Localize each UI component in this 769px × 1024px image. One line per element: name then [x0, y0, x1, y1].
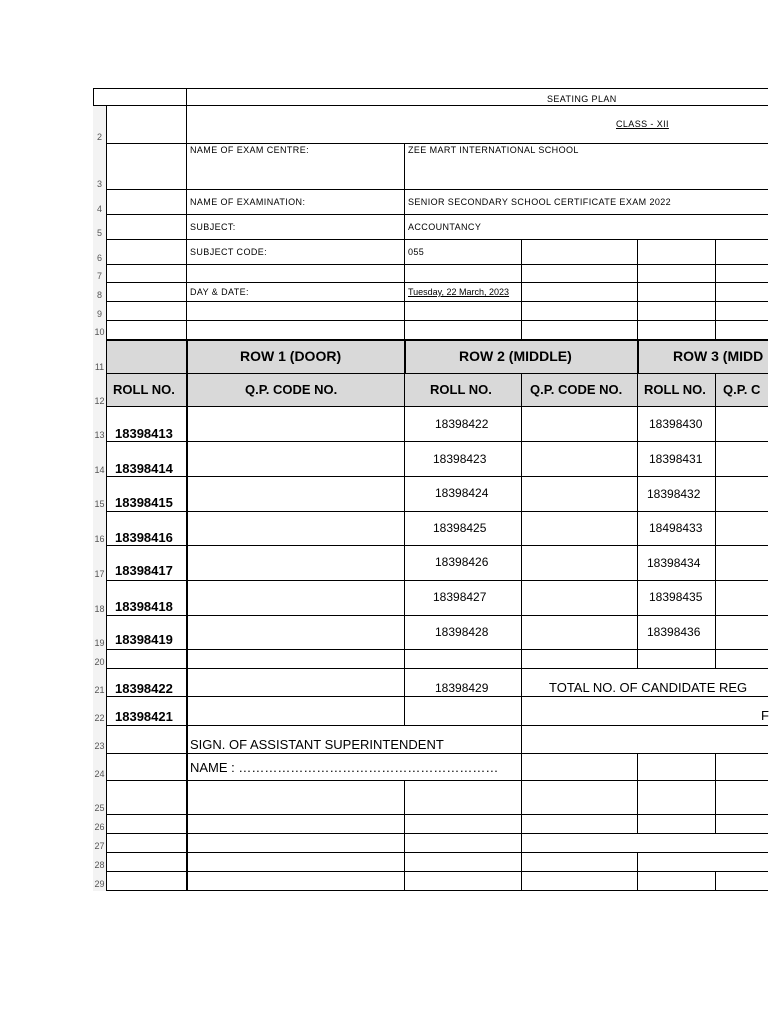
row-number: 29 — [94, 879, 105, 889]
qp-code-header: Q.P. CODE NO. — [530, 382, 623, 397]
row-number: 7 — [96, 271, 102, 281]
row-number: 13 — [94, 430, 105, 440]
examination-value: SENIOR SECONDARY SCHOOL CERTIFICATE EXAM 2022 — [408, 197, 672, 207]
roll-no-cell: 18398422 — [435, 417, 489, 431]
row-number: 15 — [94, 499, 105, 509]
row-number: 12 — [94, 396, 105, 406]
exam-centre-value: ZEE MART INTERNATIONAL SCHOOL — [408, 145, 579, 155]
examination-label: NAME OF EXAMINATION: — [190, 197, 306, 207]
subject-code-value: 055 — [408, 247, 425, 257]
row-number: 10 — [94, 327, 105, 337]
row-number: 16 — [94, 534, 105, 544]
roll-no-header: ROLL NO. — [430, 382, 492, 397]
row-number: 27 — [94, 841, 105, 851]
total-candidates-label: TOTAL NO. OF CANDIDATE REG — [549, 680, 748, 695]
roll-no-cell: 18398424 — [435, 486, 489, 500]
roll-no-cell: 18398435 — [649, 590, 703, 604]
row-number: 18 — [94, 604, 105, 614]
row-number: 11 — [94, 362, 105, 372]
row-number: 26 — [94, 822, 105, 832]
day-date-value: Tuesday, 22 March, 2023 — [408, 287, 510, 297]
roll-no-cell: 18398421 — [115, 709, 173, 724]
roll-no-header: ROLL NO. — [644, 382, 706, 397]
row2-middle-header: ROW 2 (MIDDLE) — [459, 348, 572, 364]
truncated-text: F — [761, 708, 769, 723]
row-number: 24 — [94, 769, 105, 779]
roll-no-cell: 18398418 — [115, 599, 173, 614]
qp-code-header: Q.P. CODE NO. — [245, 382, 338, 397]
row-number: 14 — [94, 465, 105, 475]
roll-no-cell: 18398422 — [115, 681, 173, 696]
row-number: 19 — [94, 638, 105, 648]
roll-no-cell: 18498433 — [649, 521, 703, 535]
qp-code-header: Q.P. C — [723, 382, 761, 397]
roll-no-cell: 18398434 — [647, 556, 701, 570]
subject-label: SUBJECT: — [190, 222, 236, 232]
row-number: 8 — [96, 290, 102, 300]
roll-no-cell: 18398423 — [433, 452, 487, 466]
roll-no-cell: 18398432 — [647, 487, 701, 501]
row-number: 21 — [94, 685, 105, 695]
row3-middle-header: ROW 3 (MIDD — [673, 348, 764, 364]
row-number: 25 — [94, 803, 105, 813]
sheet-title: SEATING PLAN — [547, 94, 617, 104]
day-date-label: DAY & DATE: — [190, 287, 249, 297]
assistant-superintendent-signature: SIGN. OF ASSISTANT SUPERINTENDENT — [190, 737, 444, 752]
row-number: 3 — [96, 179, 102, 189]
exam-centre-label: NAME OF EXAM CENTRE: — [190, 145, 310, 155]
roll-no-header: ROLL NO. — [113, 382, 175, 397]
roll-no-cell: 18398436 — [647, 625, 701, 639]
roll-no-cell: 18398425 — [433, 521, 487, 535]
row-number: 22 — [94, 713, 105, 723]
roll-no-cell: 18398429 — [435, 681, 489, 695]
roll-no-cell: 18398430 — [649, 417, 703, 431]
roll-no-cell: 18398417 — [115, 563, 173, 578]
roll-no-cell: 18398419 — [115, 632, 173, 647]
row1-door-header: ROW 1 (DOOR) — [240, 348, 342, 364]
superintendent-name-field: NAME : …………………………………………………… — [190, 760, 499, 775]
roll-no-cell: 18398416 — [115, 530, 173, 545]
subject-code-label: SUBJECT CODE: — [190, 247, 268, 257]
roll-no-cell: 18398431 — [649, 452, 703, 466]
row-number: 6 — [96, 253, 102, 263]
row-number: 5 — [96, 228, 102, 238]
roll-no-cell: 18398428 — [435, 625, 489, 639]
roll-no-cell: 18398427 — [433, 590, 487, 604]
roll-no-cell: 18398414 — [115, 461, 173, 476]
row-number: 23 — [94, 741, 105, 751]
class-label: CLASS - XII — [616, 119, 669, 129]
row-number: 2 — [96, 132, 102, 142]
roll-no-cell: 18398426 — [435, 555, 489, 569]
row-number: 4 — [96, 204, 102, 214]
row-number: 28 — [94, 860, 105, 870]
roll-no-cell: 18398413 — [115, 426, 173, 441]
subject-value: ACCOUNTANCY — [408, 222, 482, 232]
row-number: 17 — [94, 569, 105, 579]
row-number: 9 — [96, 309, 102, 319]
row-number: 20 — [94, 657, 105, 667]
roll-no-cell: 18398415 — [115, 495, 173, 510]
